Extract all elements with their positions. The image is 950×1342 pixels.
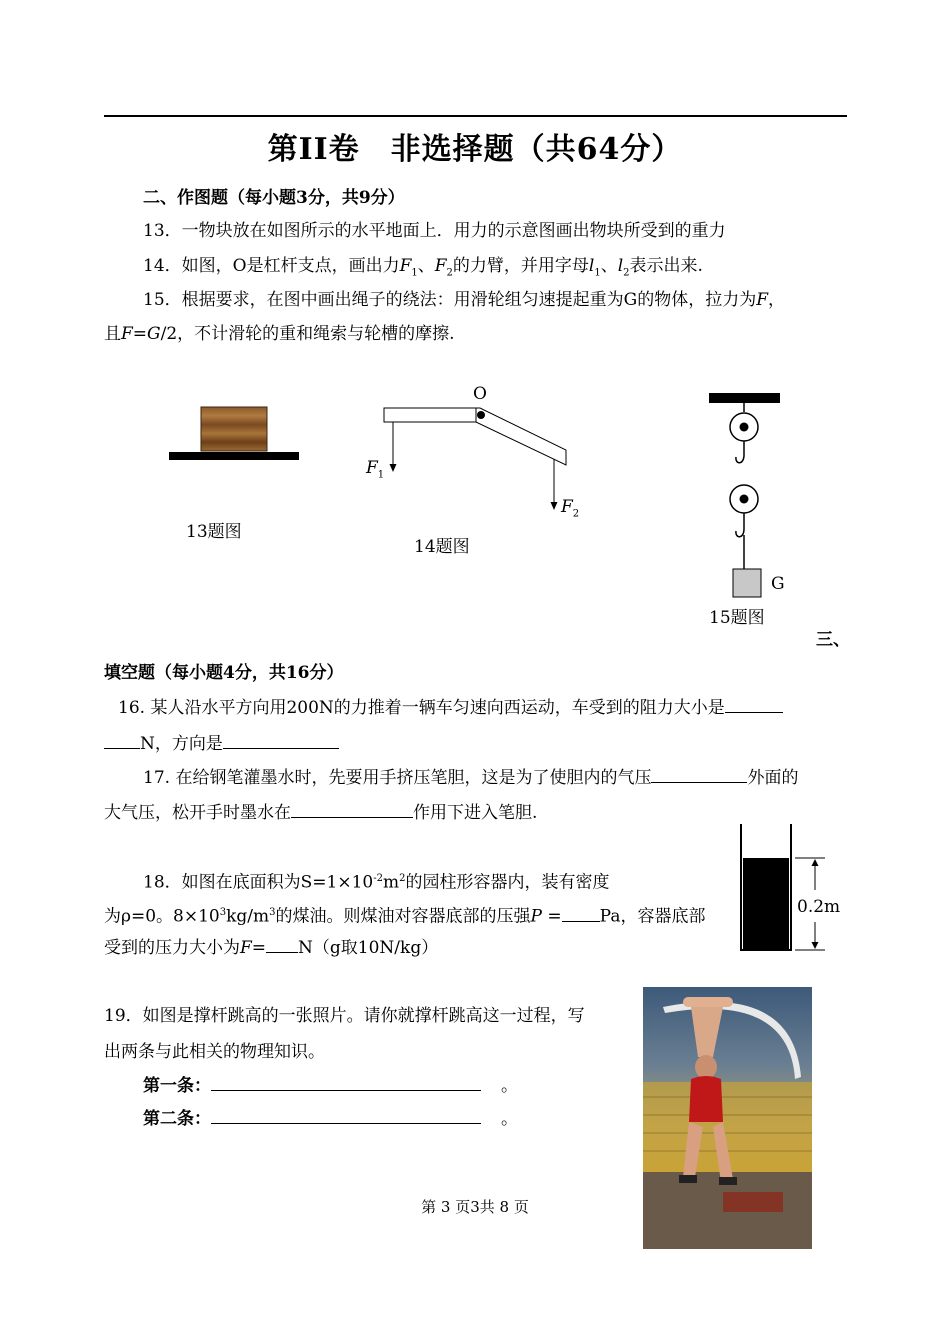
section3-heading: 填空题（每小题4分，共16分） (104, 663, 344, 683)
weight-g (733, 569, 761, 597)
height-label: 0.2m (797, 897, 841, 917)
fig13-diagram (165, 400, 305, 470)
q19-line2: 出两条与此相关的物理知识。 (104, 1042, 325, 1062)
page-title: 第II卷 非选择题（共64分） (267, 132, 683, 167)
kerosene (743, 858, 789, 949)
fig18-container-diagram (735, 822, 835, 957)
f1-label: $F_1$ (366, 458, 385, 481)
q13-text: 13．一物块放在如图所示的水平地面上．用力的示意图画出物块所受到的重力 (143, 221, 726, 241)
fig13-caption: 13题图 (186, 522, 242, 542)
hook-lower (736, 513, 744, 537)
f2-arrow (551, 502, 558, 510)
q15-text-line2: 且F=G/2，不计滑轮的重和绳索与轮槽的摩擦. (104, 324, 455, 344)
fig15-pulley-diagram (700, 385, 800, 605)
weight-label: G (771, 574, 785, 594)
q16-line2: N，方向是 (104, 731, 339, 756)
q19-line1: 19．如图是撑杆跳高的一张照片。请你就撑杆跳高这一过程，写 (104, 1006, 585, 1026)
top-rule (104, 115, 847, 117)
f2-label: $F_2$ (561, 497, 580, 520)
section2-heading: 二、作图题（每小题3分，共9分） (143, 188, 405, 208)
hook-upper (736, 441, 744, 463)
fulcrum-label: O (473, 384, 487, 404)
f1-arrow (390, 464, 397, 472)
q17-line1: 17. 在给钢笔灌墨水时，先要用手挤压笔胆，这是为了使胆内的气压 外面的 (143, 765, 798, 790)
q18-line1: 18．如图在底面积为$S=1\times 10^{-2}m^2$的园柱形容器内，装有密度 (143, 872, 610, 893)
q16-line1: 16. 某人沿水平方向用200N的力推着一辆车匀速向西运动，车受到的阻力大小是 (118, 695, 783, 720)
section3-heading-number: 三、 (816, 630, 850, 650)
ground (169, 452, 299, 460)
q15-text-line1: 15．根据要求，在图中画出绳子的绕法：用滑轮组匀速提起重为G的物体，拉力为F， (143, 290, 786, 310)
q14-text: 14．如图，O是杠杆支点，画出力$F_1$、$F_2$的力臂，并用字母$l_1$、$l_2$表示出来. (143, 256, 703, 279)
ceiling (709, 393, 780, 403)
fig14-caption: 14题图 (414, 537, 470, 557)
q19-first: 第一条： 。 (143, 1073, 518, 1098)
q17-line2: 大气压，松开手时墨水在 作用下进入笔胆. (104, 800, 537, 825)
fulcrum-dot (477, 411, 485, 419)
block (201, 407, 267, 451)
fig14-lever-diagram (360, 395, 580, 520)
fig15-caption: 15题图 (709, 608, 765, 628)
page-footer: 第 3 页3共 8 页 (421, 1198, 529, 1216)
q18-line3: 受到的压力大小为F= N（g取10N/kg） (104, 935, 438, 960)
q19-second: 第二条： 。 (143, 1106, 518, 1131)
q18-line2: 为ρ=0。$8\times 10^3kg/m^3$的煤油。则煤油对容器底部的压强P = Pa，容器底部 (104, 901, 705, 929)
